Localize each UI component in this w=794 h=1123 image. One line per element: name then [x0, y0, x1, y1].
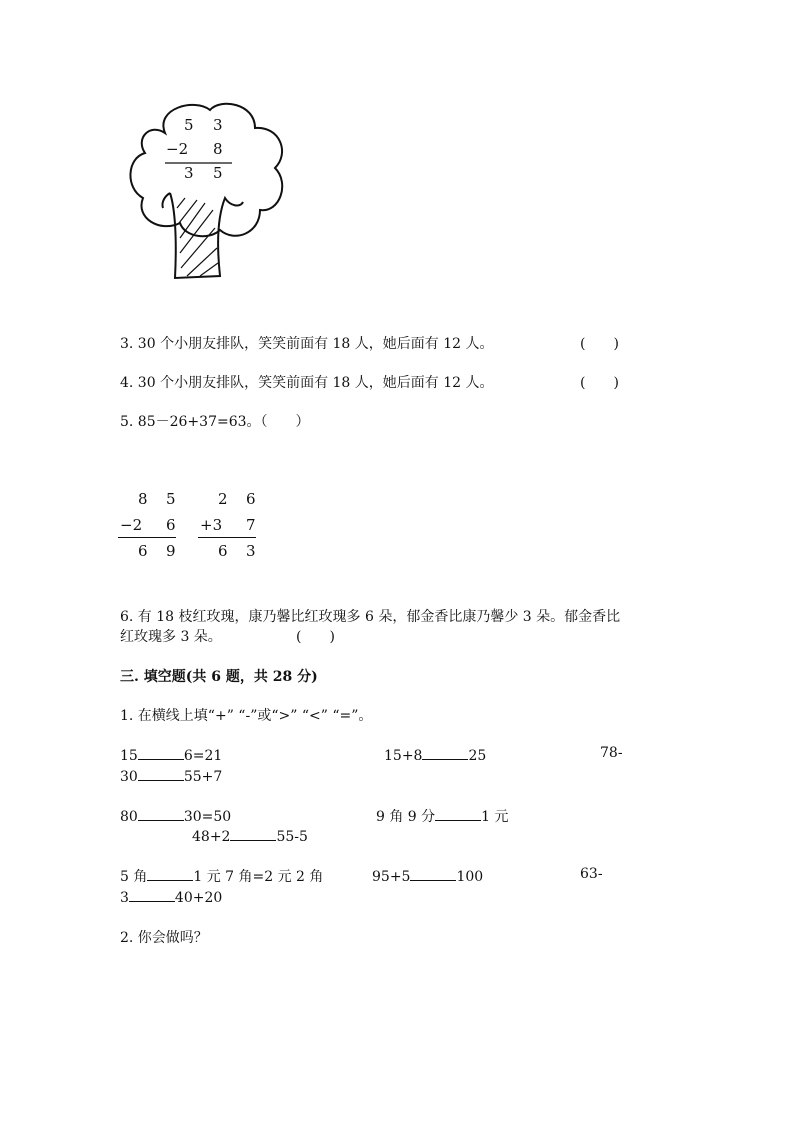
answer-blank[interactable]: [129, 887, 175, 902]
vertical-calc-subtraction: [118, 490, 178, 570]
calc-digit: 6: [138, 542, 148, 560]
fill-item: 48+2 55-5: [192, 826, 308, 845]
question-4-answer-paren[interactable]: ( ): [580, 375, 619, 391]
calc-digit: 3: [246, 542, 256, 560]
calc-digit: 2: [218, 490, 228, 508]
answer-blank[interactable]: [138, 806, 184, 821]
question-3-answer-paren[interactable]: ( ): [580, 336, 619, 352]
fill-item: 95+5 100: [372, 866, 483, 885]
calc-digit: 6: [166, 516, 176, 534]
question-4-text: 4. 30 个小朋友排队，笑笑前面有 18 人，她后面有 12 人。: [120, 375, 494, 391]
fill-item: 80 30=50: [120, 806, 231, 825]
fill-item: 78-: [600, 745, 623, 761]
answer-blank[interactable]: [410, 866, 456, 881]
question-6-line1: 6. 有 18 枝红玫瑰，康乃馨比红玫瑰多 6 朵，郁金香比康乃馨少 3 朵。郁金香比: [120, 609, 621, 625]
calc-digit: −2: [120, 516, 143, 534]
vertical-calc-addition: [198, 490, 258, 570]
calc-underline: [118, 537, 176, 538]
question-4: [120, 372, 494, 392]
calc-underline: [198, 537, 256, 538]
fill-question-2-title: 2. 你会做吗？: [120, 930, 208, 946]
tree-illustration: [125, 98, 290, 288]
answer-blank[interactable]: [147, 866, 193, 881]
tree-digit: 5: [184, 116, 194, 134]
fill-item: 15+8 25: [384, 745, 486, 764]
calc-digit: 7: [246, 516, 256, 534]
fill-item: 15 6=21: [120, 745, 222, 764]
fill-item: 30 55+7: [120, 766, 222, 785]
calc-digit: 9: [166, 542, 176, 560]
answer-blank[interactable]: [230, 826, 276, 841]
calc-digit: 8: [138, 490, 148, 508]
question-3: [120, 333, 494, 353]
fill-question-1-title: 1. 在横线上填“+” “-”或“>” “<” “=”。: [120, 708, 373, 724]
tree-digit: 3: [184, 164, 194, 182]
question-5: 5. 85－26+37=63。（ ）: [120, 414, 310, 430]
tree-digit: 8: [213, 140, 223, 158]
calc-digit: 5: [166, 490, 176, 508]
question-6-line2: 红玫瑰多 3 朵。: [120, 629, 222, 645]
calc-digit: 6: [246, 490, 256, 508]
answer-blank[interactable]: [138, 745, 184, 760]
section-title: 三. 填空题(共 6 题，共 28 分): [120, 669, 318, 685]
fill-item: 63-: [580, 866, 603, 882]
tree-digit: −2: [166, 140, 189, 158]
answer-blank[interactable]: [138, 766, 184, 781]
calc-digit: 6: [218, 542, 228, 560]
calc-digit: +3: [200, 516, 223, 534]
tree-drawing-icon: [125, 98, 290, 288]
question-6-answer-paren[interactable]: ( ): [296, 629, 335, 645]
answer-blank[interactable]: [422, 745, 468, 760]
tree-digit: 5: [213, 164, 223, 182]
tree-digit: 3: [213, 116, 223, 134]
fill-item: 5 角 1 元 7 角=2 元 2 角: [120, 866, 323, 886]
answer-blank[interactable]: [435, 806, 481, 821]
fill-item: 3 40+20: [120, 887, 222, 906]
fill-item: 9 角 9 分 1 元: [376, 806, 509, 826]
question-3-text: 3. 30 个小朋友排队，笑笑前面有 18 人，她后面有 12 人。: [120, 336, 494, 352]
